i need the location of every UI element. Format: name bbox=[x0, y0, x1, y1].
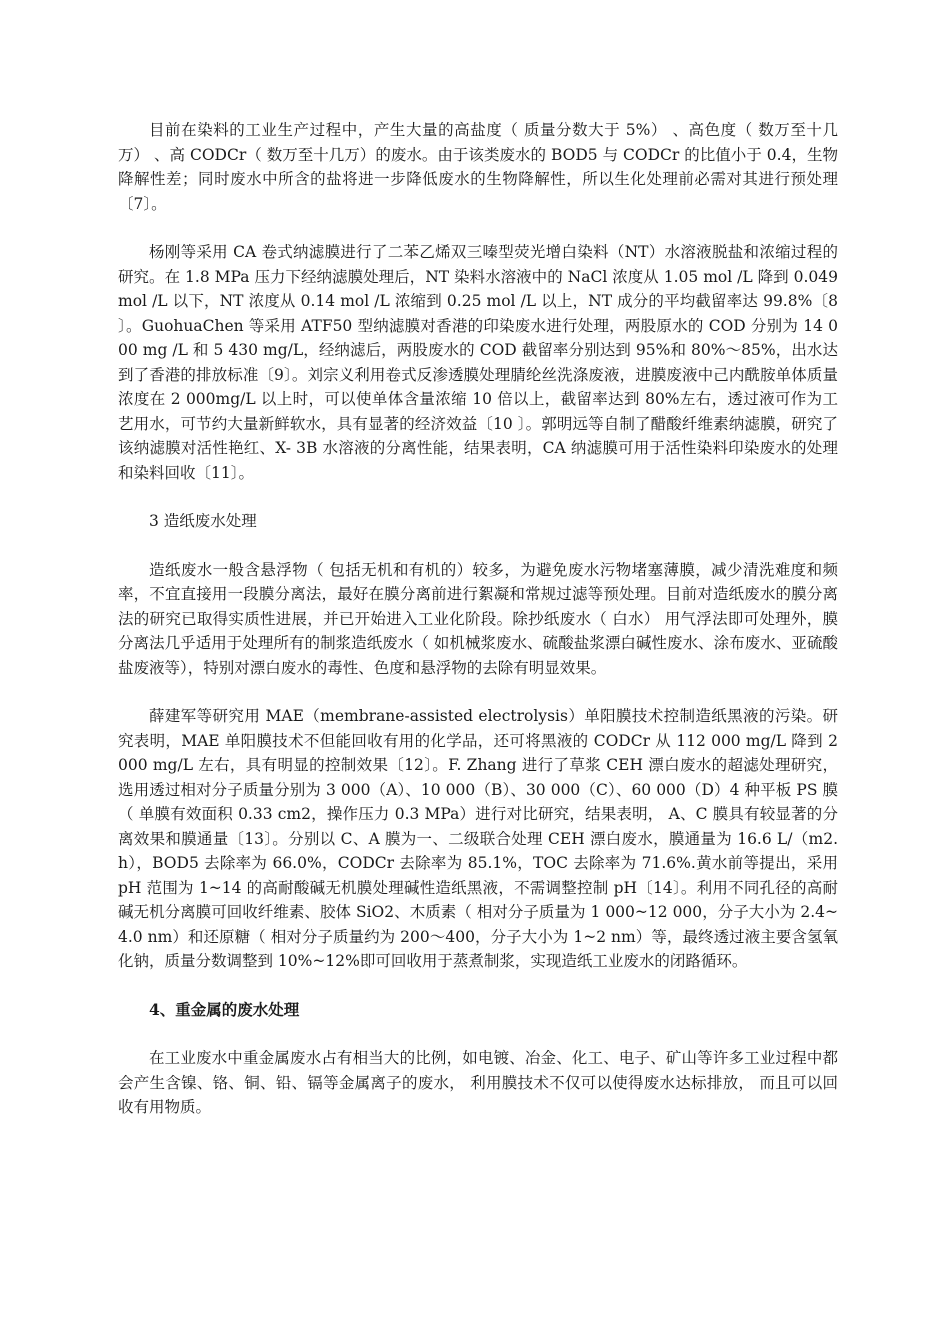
section-heading-heavy-metal: 4、重金属的废水处理 bbox=[149, 999, 300, 1019]
paragraph-heavy-metal-wastewater: 在工业废水中重金属废水占有相当大的比例，如电镀、冶金、化工、电子、矿山等许多工业过程中都会产生含镍、铬、铜、铅、镉等金属离子的废水， 利用膜技术不仅可以使得废水达标排放， 而且可以回收有用物质。 bbox=[118, 1049, 838, 1116]
paragraph-dye-wastewater-intro: 目前在染料的工业生产过程中，产生大量的高盐度（ 质量分数大于 5%） 、高色度（ 数万至十几万） 、高 CODCr（ 数万至十几万）的废水。由于该类废水的 BOD5 与 CODCr 的比值小于 0.4，生物降解性差；同时废水中所含的盐将进一步降低废水的生物降解性，所以生化处理前必需对其进行预处理〔7〕。 bbox=[118, 121, 838, 213]
paragraph-papermaking-wastewater: 造纸废水一般含悬浮物（ 包括无机和有机的）较多，为避免废水污物堵塞薄膜，减少清洗难度和频率，不宜直接用一段膜分离法，最好在膜分离前进行絮凝和常规过滤等预处理。目前对造纸废水的膜分离法的研究已取得实质性进展，并已开始进入工业化阶段。除抄纸废水（ 白水） 用气浮法即可处理外，膜分离法几乎适用于处理所有的制浆造纸废水（ 如机械浆废水、硫酸盐浆漂白碱性废水、涂布废水、亚硫酸盐废液等），特别对漂白废水的毒性、色度和悬浮物的去除有明显效果。 bbox=[118, 560, 838, 677]
section-heading-papermaking: 3 造纸废水处理 bbox=[149, 512, 257, 530]
document-page bbox=[118, 118, 838, 1120]
paragraph-black-liquor-studies: 薛建军等研究用 MAE（membrane-assisted electrolysis）单阳膜技术控制造纸黑液的污染。研究表明，MAE 单阳膜技术不但能回收有用的化学品，还可将黑液的 CODCr 从 112 000 mg/L 降到 2 000 mg/L 左右，具有明显的控制效果〔12〕。F. Zhang 进行了草浆 CEH 漂白废水的超滤处理研究，选用透过相对分子质量分别为 3 000（A）、10 000（B）、30 000（C）、60 000（D）4 种平板 PS 膜（ 单膜有效面积 0.33 cm2，操作压力 0.3 MPa）进行对比研究，结果表明， A、C 膜具有较显著的分离效果和膜通量〔13〕。分别以 C、A 膜为一、二级联合处理 CEH 漂白废水，膜通量为 16.6 L/（m2.h），BOD5 去除率为 66.0%，CODCr 去除率为 85.1%，TOC 去除率为 71.6%.黄水前等提出，采用 pH 范围为 1~14 的高耐酸碱无机膜处理碱性造纸黑液，不需调整控制 pH〔14〕。利用不同孔径的高耐碱无机分离膜可回收纤维素、胶体 SiO2、木质素（ 相对分子质量为 1 000~12 000，分子大小为 2.4~ 4.0 nm）和还原糖（ 相对分子质量约为 200～400，分子大小为 1~2 nm）等，最终透过液主要含氢氧化钠，质量分数调整到 10%~12%即可回收用于蒸煮制浆，实现造纸工业废水的闭路循环。 bbox=[118, 707, 838, 970]
paragraph-nanofiltration-studies: 杨刚等采用 CA 卷式纳滤膜进行了二苯乙烯双三嗪型荧光增白染料（NT）水溶液脱盐和浓缩过程的研究。在 1.8 MPa 压力下经纳滤膜处理后，NT 染料水溶液中的 NaCl 浓度从 1.05 mol /L 降到 0.049mol /L 以下，NT 浓度从 0.14 mol /L 浓缩到 0.25 mol /L 以上，NT 成分的平均截留率达 99.8%〔8 〕。GuohuaChen 等采用 ATF50 型纳滤膜对香港的印染废水进行处理，两股原水的 COD 分别为 14 000 mg /L 和 5 430 mg/L，经纳滤后，两股废水的 COD 截留率分别达到 95%和 80%～85%，出水达到了香港的排放标准〔9〕。刘宗义利用卷式反渗透膜处理腈纶丝洗涤废液，进膜废液中己内酰胺单体质量浓度在 2 000mg/L 以上时，可以使单体含量浓缩 10 倍以上，截留率达到 80%左右，透过液可作为工艺用水，可节约大量新鲜软水，具有显著的经济效益〔10 〕。郭明远等自制了醋酸纤维素纳滤膜，研究了该纳滤膜对活性艳红、X- 3B 水溶液的分离性能，结果表明，CA 纳滤膜可用于活性染料印染废水的处理和染料回收〔11〕。 bbox=[118, 243, 838, 482]
